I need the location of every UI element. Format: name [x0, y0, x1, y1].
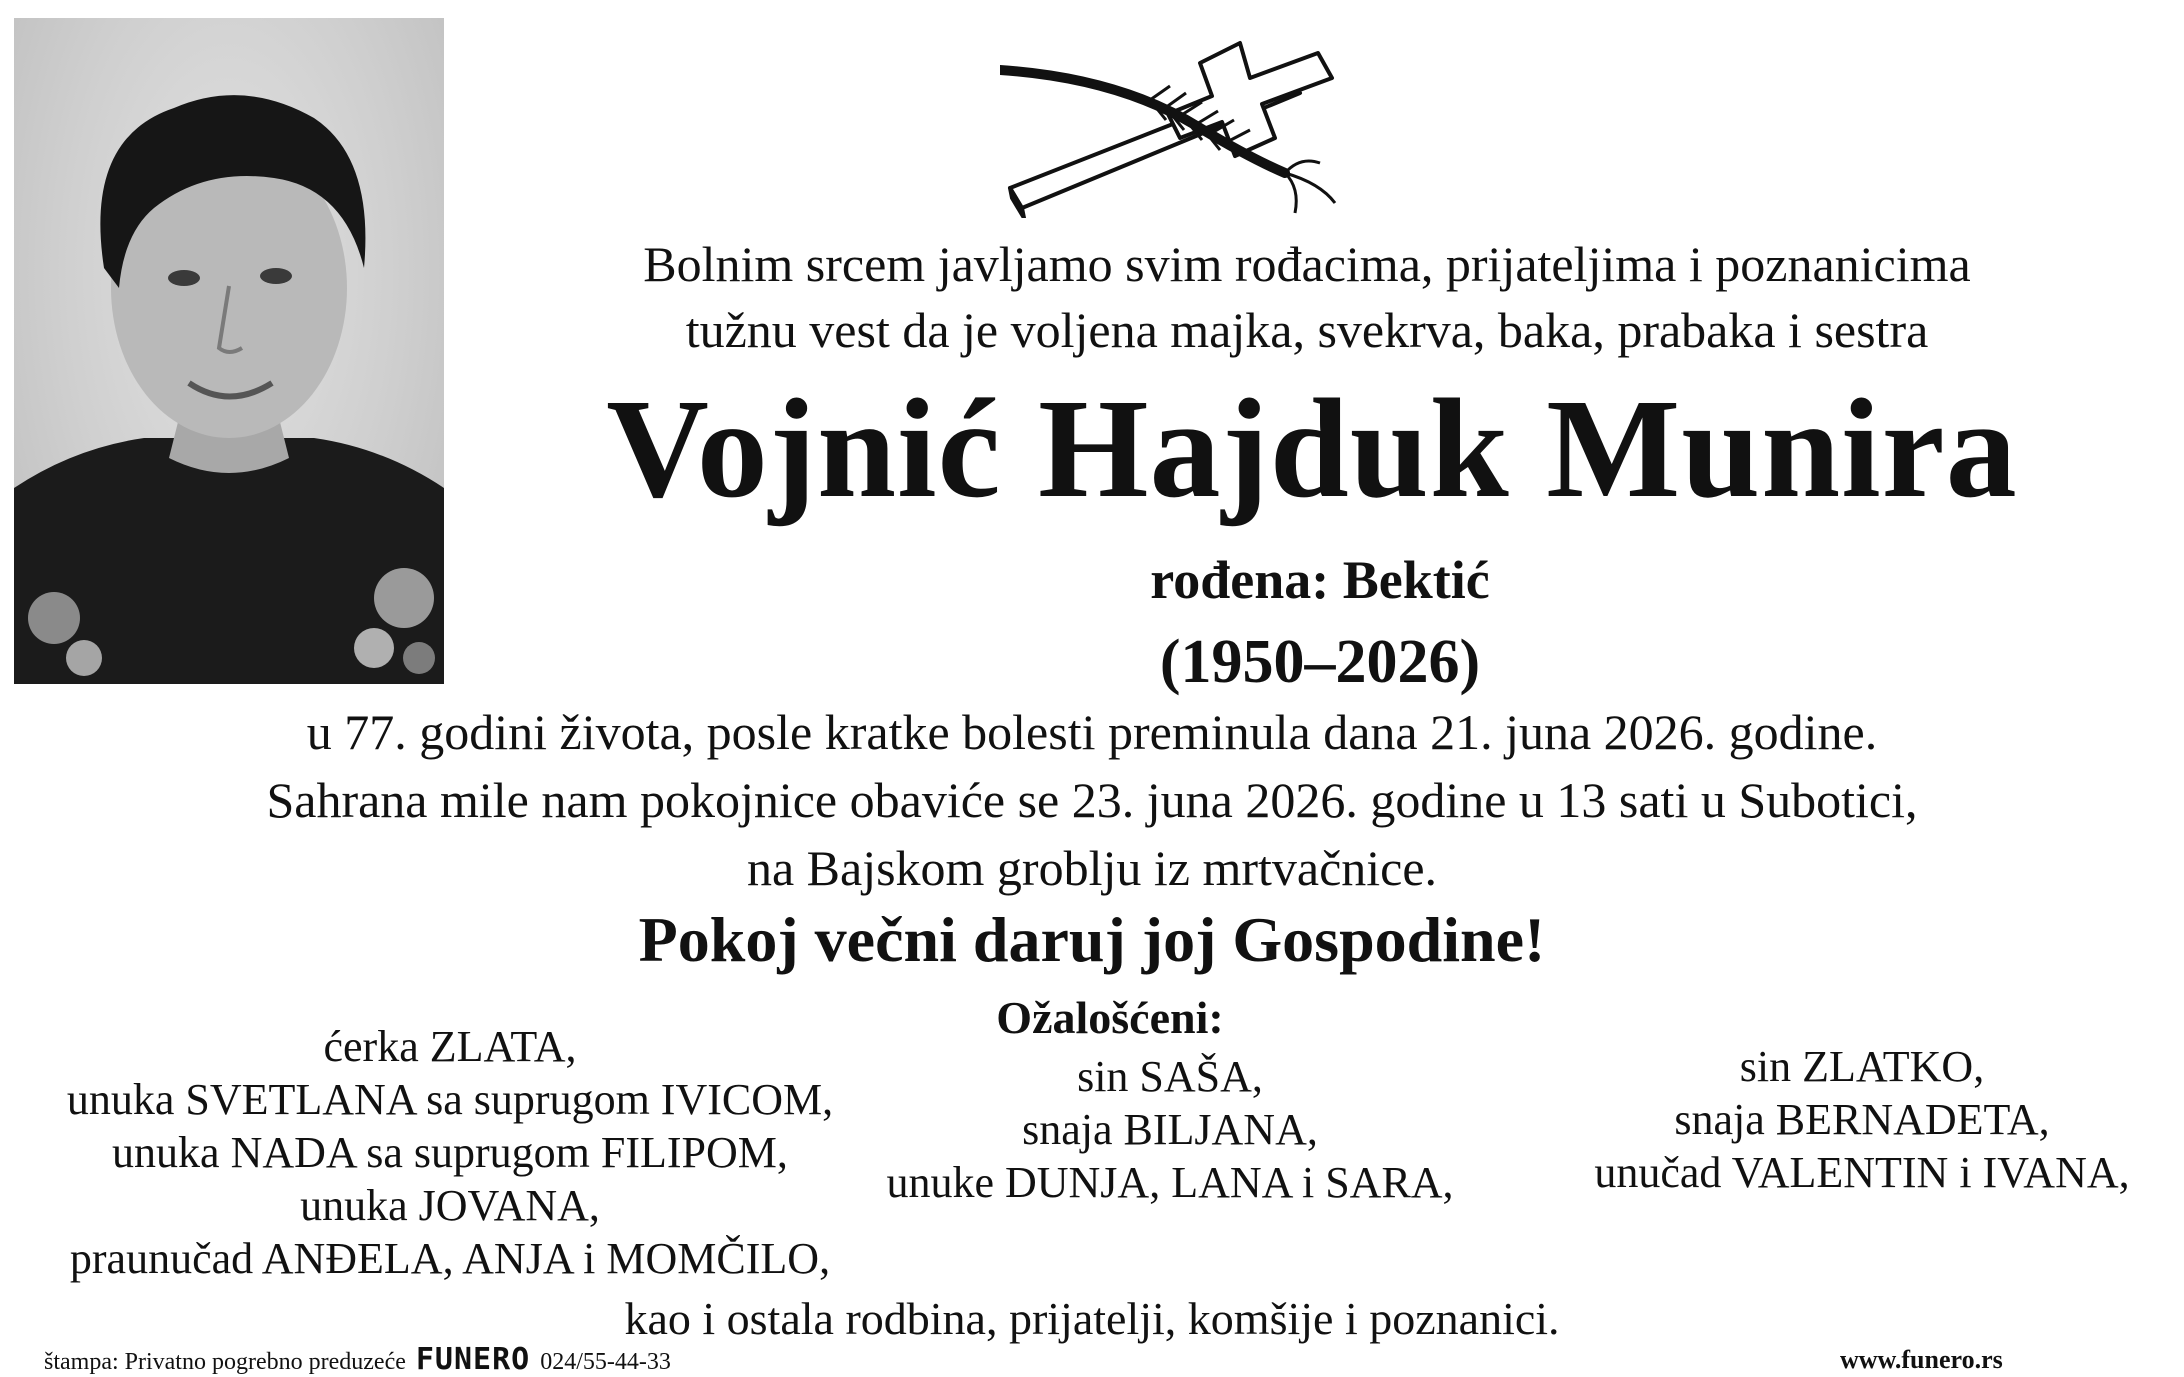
deceased-name: Vojnić Hajduk Munira: [606, 369, 2018, 527]
print-phone: 024/55-44-33: [540, 1349, 671, 1375]
portrait-drawing: [14, 18, 444, 684]
mourner-entry: unuka JOVANA,: [300, 1181, 600, 1230]
mourner-entry: unučad VALENTIN i IVANA,: [1594, 1148, 2130, 1197]
closing-line: kao i ostala rodbina, prijatelji, komšije i poznanici.: [624, 1293, 1560, 1344]
website-link[interactable]: www.funero.rs: [1840, 1345, 2003, 1374]
prayer-line: Pokoj večni daruj joj Gospodine!: [638, 904, 1546, 975]
body-line-3: na Bajskom groblju iz mrtvačnice.: [746, 840, 1438, 896]
print-label: štampa: Privatno pogrebno preduzeće: [44, 1349, 406, 1375]
deceased-portrait-photo: [14, 18, 444, 684]
mourners-heading: Ožalošćeni:: [996, 992, 1224, 1043]
mourners-right-column: [1540, 1040, 2184, 1199]
mourner-entry: sin ZLATKO,: [1739, 1042, 1985, 1091]
mourners-middle-column: [870, 1050, 1470, 1209]
mourner-entry: snaja BILJANA,: [1022, 1105, 1318, 1154]
body-line-1: u 77. godini života, posle kratke bolesti preminula dana 21. juna 2026. godine.: [306, 704, 1878, 760]
intro-line-2: tužnu vest da je voljena majka, svekrva, baka, prabaka i sestra: [685, 302, 1929, 358]
mourner-entry: unuke DUNJA, LANA i SARA,: [886, 1158, 1454, 1207]
intro-line-1: Bolnim srcem javljamo svim rođacima, prijateljima i poznanicima: [643, 236, 1971, 292]
mourner-entry: ćerka ZLATA,: [323, 1022, 577, 1071]
mourners-left-column: [0, 1020, 900, 1285]
cross-with-palm-icon: [1000, 38, 1340, 218]
maiden-name: rođena: Bektić: [1150, 550, 1490, 610]
body-line-2: Sahrana mile nam pokojnice obaviće se 23. juna 2026. godine u 13 sati u Subotici,: [266, 772, 1918, 828]
mourner-entry: praunučad ANĐELA, ANJA i MOMČILO,: [69, 1234, 831, 1283]
print-credit: [44, 1342, 671, 1377]
mourner-entry: sin SAŠA,: [1077, 1052, 1263, 1101]
mourner-entry: unuka NADA sa suprugom FILIPOM,: [112, 1128, 788, 1177]
funero-logo: FUNERO: [415, 1342, 531, 1377]
mourner-entry: snaja BERNADETA,: [1674, 1095, 2050, 1144]
mourner-entry: unuka SVETLANA sa suprugom IVICOM,: [66, 1075, 834, 1124]
life-years: (1950–2026): [1159, 628, 1481, 696]
